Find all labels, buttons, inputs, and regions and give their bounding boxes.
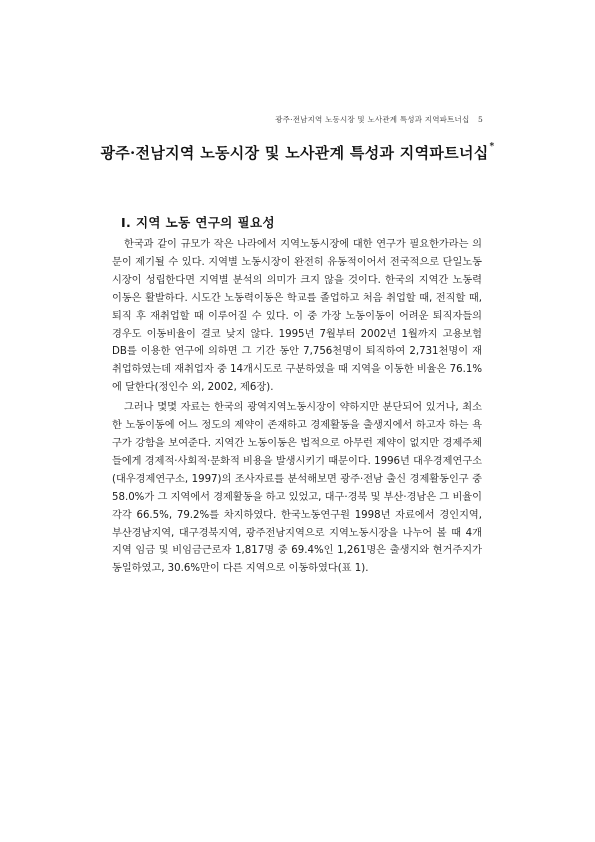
running-header-text: 광주·전남지역 노동시장 및 노사관계 특성과 지역파트너십 bbox=[275, 115, 470, 124]
body-text bbox=[112, 236, 482, 580]
page-number: 5 bbox=[478, 115, 483, 124]
document-title-text: 광주·전남지역 노동시장 및 노사관계 특성과 지역파트너십 bbox=[100, 144, 489, 162]
paragraph-2: 그러나 몇몇 자료는 한국의 광역지역노동시장이 약하지만 분단되어 있거나, 최소한 노동이동에 어느 정도의 제약이 존재하고 경제활동을 출생지에서 하고자 하는 욕구가 강함을 보여준다. 지역간 노동이동은 법적으로 아무런 제약이 없지만 경제주체들에게 경제적·사회적·문화적 비용을 발생시키기 때문이다. 1996년 대우경제연구소(대우경제연구소, 1997)의 조사자료를 분석해보면 광주·전남 출신 경제활동인구 중 58.0%가 그 지역에서 경제활동을 하고 있었고, 대구·경북 및 부산·경남은 그 비율이 각각 66.5%, 79.2%를 차지하였다. 한국노동연구원 1998년 자료에서 경인지역, 부산경남지역, 대구경북지역, 광주전남지역으로 지역노동시장을 나누어 볼 때 4개 지역 임금 및 비임금근로자 1,817명 중 69.4%인 1,261명은 출생지와 현거주지가 동일하였고, 30.6%만이 다른 지역으로 이동하였다(표 1). bbox=[112, 402, 482, 575]
running-header bbox=[275, 114, 483, 125]
section-heading: Ⅰ. 지역 노동 연구의 필요성 bbox=[121, 215, 275, 230]
paragraph-1: 한국과 같이 규모가 작은 나라에서 지역노동시장에 대한 연구가 필요한가라는 의문이 제기될 수 있다. 지역별 노동시장이 완전히 유동적이어서 전국적으로 단일노동시장이 성립한다면 지역별 분석의 의미가 크지 않을 것이다. 한국의 지역간 노동력 이동은 활발하다. 시도간 노동력이동은 학교를 졸업하고 처음 취업할 때, 전직할 때, 퇴직 후 재취업할 때 이루어질 수 있다. 이 중 가장 노동이동이 어려운 퇴직자들의 경우도 이동비율이 결코 낮지 않다. 1995년 7월부터 2002년 1월까지 고용보험 DB를 이용한 연구에 의하면 그 기간 동안 7,756천명이 퇴직하여 2,731천명이 재취업하였는데 재취업자 중 14개시도로 구분하였을 때 지역을 이동한 비율은 76.1%에 달한다(정인수 외, 2002, 제6장). bbox=[112, 239, 483, 394]
title-footnote-mark: * bbox=[489, 142, 495, 152]
document-title bbox=[0, 142, 595, 163]
